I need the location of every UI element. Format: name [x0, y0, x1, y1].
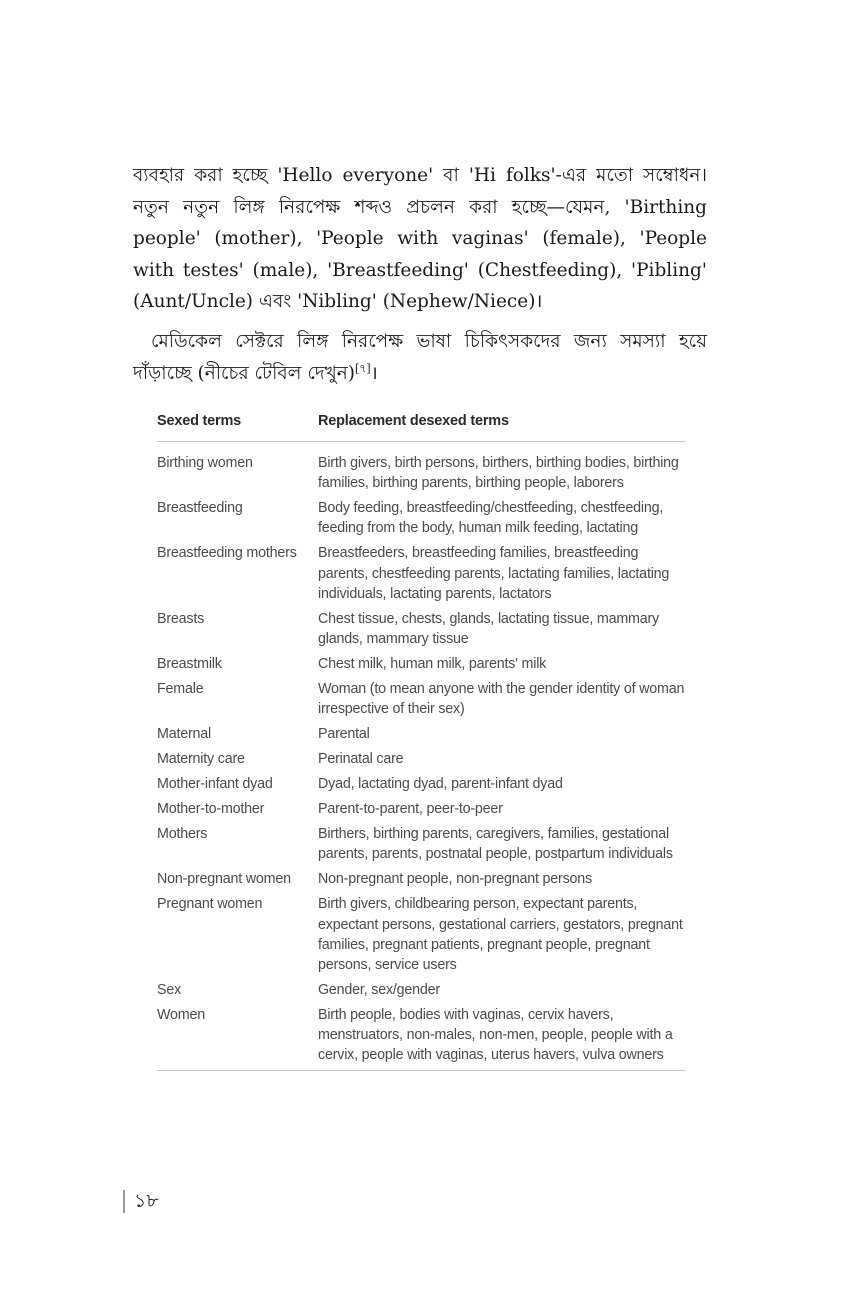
- replacement-term-cell: Dyad, lactating dyad, parent-infant dyad: [318, 776, 563, 793]
- replacement-term-cell: Birth people, bodies with vaginas, cervix havers, menstruators, non-males, non-men, people, people with a cervix, people with vaginas, uterus havers, vulva owners: [318, 1007, 673, 1064]
- page-number: ১৮: [134, 1190, 159, 1212]
- sexed-term-cell: Pregnant women: [157, 896, 263, 913]
- table-row: [157, 498, 686, 538]
- replacement-term-cell: Chest tissue, chests, glands, lactating tissue, mammary glands, mammary tissue: [318, 610, 660, 648]
- replacement-term-cell: Birthers, birthing parents, caregivers, families, gestational parents, parents, postnatal people, postpartum individuals: [318, 826, 673, 863]
- body-paragraph-1: ব্যবহার করা হচ্ছে 'Hello everyone' বা 'Hi folks'-এর মতো সম্বোধন। নতুন নতুন লিঙ্গ নিরপেক্ষ শব্দও প্রচলন করা হচ্ছে—যেমন, 'Birthing people' (mother), 'People with vaginas' (female), 'People with testes' (male), 'Breastfeeding' (Chestfeeding), 'Pibling' (Aunt/Uncle) এবং 'Nibling' (Nephew/Niece)।: [133, 165, 707, 312]
- sexed-term-cell: Mothers: [157, 826, 208, 843]
- replacement-term-cell: Gender, sex/gender: [318, 982, 440, 999]
- terms-table: [157, 413, 686, 1071]
- table-row: [157, 543, 686, 604]
- sexed-term-cell: Birthing women: [157, 455, 253, 471]
- table-row: [157, 749, 686, 769]
- sexed-term-cell: Maternal: [157, 726, 212, 743]
- sexed-term-cell: Breasts: [157, 610, 205, 627]
- table-row: [157, 453, 686, 493]
- footnote-reference[interactable]: [৭]: [354, 361, 371, 375]
- table-body: [157, 453, 686, 1066]
- table-row: [157, 824, 686, 864]
- table-row: [157, 679, 686, 719]
- sexed-term-cell: Mother-infant dyad: [157, 776, 273, 793]
- sexed-term-cell: Mother-to-mother: [157, 801, 265, 818]
- sexed-term-cell: Breastfeeding: [157, 500, 243, 517]
- table-row: [157, 894, 686, 975]
- replacement-term-cell: Birth givers, birth persons, birthers, birthing bodies, birthing families, birthing parents, birthing people, laborers: [318, 455, 679, 492]
- replacement-term-cell: Body feeding, breastfeeding/chestfeeding, chestfeeding, feeding from the body, human milk feeding, lactating: [318, 500, 664, 537]
- replacement-term-cell: Birth givers, childbearing person, expectant parents, expectant persons, gestational carriers, gestators, pregnant families, pregnant patients, pregnant people, pregnant persons, service users: [318, 896, 683, 974]
- table-row: [157, 724, 686, 744]
- sexed-term-cell: Maternity care: [157, 751, 245, 768]
- header-sexed-terms: Sexed terms: [157, 413, 242, 429]
- table-row: [157, 980, 686, 1000]
- sexed-term-cell: Sex: [157, 982, 182, 999]
- body-paragraph-2: [133, 326, 707, 389]
- header-replacement-terms: Replacement desexed terms: [318, 413, 509, 429]
- table-bottom-rule: [157, 1070, 686, 1071]
- sexed-term-cell: Non-pregnant women: [157, 871, 291, 888]
- table-row: [157, 869, 686, 889]
- table-row: [157, 654, 686, 674]
- replacement-term-cell: Parental: [318, 726, 370, 743]
- replacement-term-cell: Chest milk, human milk, parents' milk: [318, 656, 547, 673]
- table-row: [157, 799, 686, 819]
- replacement-term-cell: Parent-to-parent, peer-to-peer: [318, 801, 503, 818]
- table-row: [157, 609, 686, 649]
- paragraph-2-end: ।: [370, 362, 378, 384]
- replacement-term-cell: Breastfeeders, breastfeeding families, breastfeeding parents, chestfeeding parents, lactating families, lactating individuals, lactating parents, lactators: [318, 545, 670, 602]
- table-row: [157, 774, 686, 794]
- table-row: [157, 1005, 686, 1066]
- sexed-term-cell: Women: [157, 1007, 205, 1024]
- page-number-bar: [123, 1190, 125, 1213]
- paragraph-2-text: মেডিকেল সেক্টরে লিঙ্গ নিরপেক্ষ ভাষা চিকিৎসকদের জন্য সমস্যা হয়ে দাঁড়াচ্ছে (নীচের টেবিল দেখুন): [133, 331, 707, 384]
- replacement-term-cell: Woman (to mean anyone with the gender identity of woman irrespective of their sex): [318, 681, 685, 718]
- sexed-term-cell: Female: [157, 681, 204, 698]
- sexed-term-cell: Breastmilk: [157, 656, 222, 673]
- replacement-term-cell: Perinatal care: [318, 751, 404, 768]
- table-header: [157, 413, 686, 442]
- replacement-term-cell: Non-pregnant people, non-pregnant persons: [318, 871, 592, 888]
- sexed-term-cell: Breastfeeding mothers: [157, 545, 297, 562]
